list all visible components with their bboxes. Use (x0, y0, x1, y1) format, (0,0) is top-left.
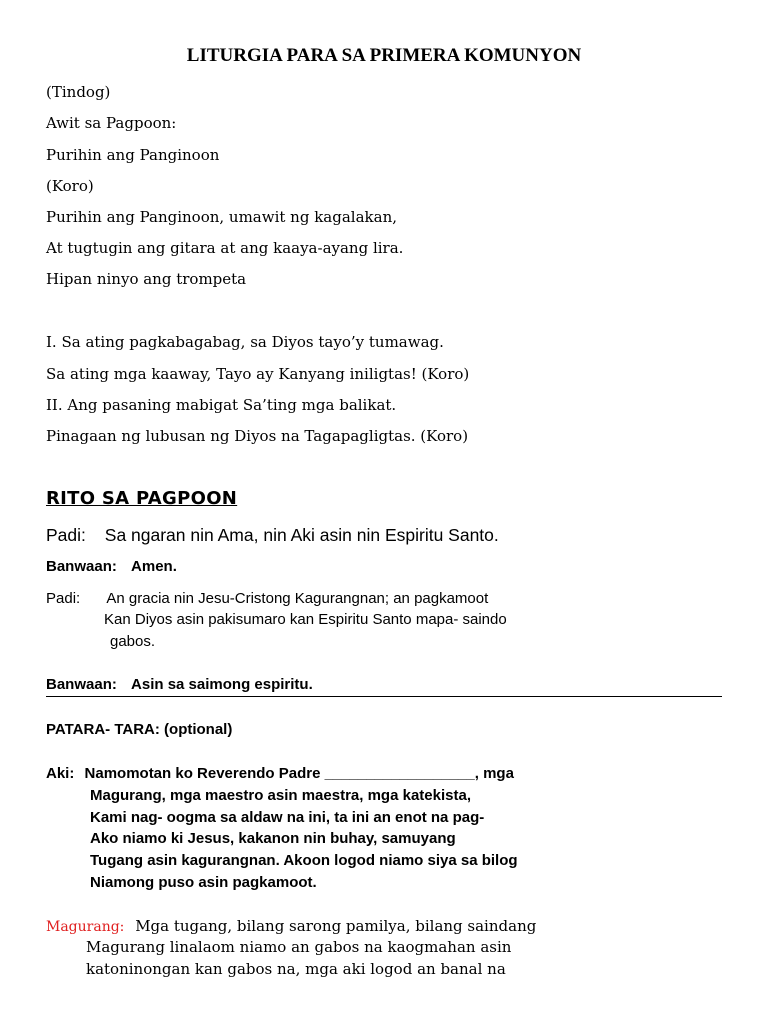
opening-line: Hipan ninyo ang trompeta (46, 270, 247, 288)
magurang-text: katoninongan kan gabos na, mga aki logod an banal na (86, 960, 506, 978)
aki-text: Kami nag- oogma sa aldaw na ini, ta ini an enot na pag- (90, 809, 485, 826)
verse-line: I. Sa ating pagkabagabag, sa Diyos tayo’y tumawag. (46, 333, 444, 351)
verse-line: Pinagaan ng lubusan ng Diyos na Tagapagligtas. (Koro) (46, 427, 469, 445)
section-heading-rito: RITO SA PAGPOON (46, 488, 238, 509)
banwaan-text: Asin sa saimong espiritu. (131, 676, 313, 693)
magurang-text: Magurang linalaom niamo an gabos na kaogmahan asin (86, 938, 512, 956)
opening-line: Awit sa Pagpoon: (46, 114, 177, 132)
magurang-text: Mga tugang, bilang sarong pamilya, bilang saindang (135, 917, 537, 935)
aki-text: Namomotan ko Reverendo Padre __________________, mga (84, 765, 514, 782)
opening-line: Purihin ang Panginoon, umawit ng kagalakan, (46, 208, 397, 226)
padi-text: gabos. (110, 633, 156, 650)
padi-text: An gracia nin Jesu-Cristong Kagurangnan; an pagkamoot (106, 590, 489, 607)
banwaan-label: Banwaan: (46, 676, 117, 693)
aki-line (46, 765, 514, 783)
banwaan-label: Banwaan: (46, 558, 117, 575)
horizontal-rule (46, 696, 722, 697)
opening-line: (Tindog) (46, 83, 111, 101)
opening-line: Purihin ang Panginoon (46, 146, 220, 164)
verse-line: II. Ang pasaning mabigat Sa’ting mga balikat. (46, 396, 397, 414)
section-heading-patara: PATARA- TARA: (optional) (46, 721, 233, 738)
aki-text: Niamong puso asin pagkamoot. (90, 874, 317, 891)
padi-line (46, 590, 488, 608)
banwaan-text: Amen. (131, 558, 177, 575)
padi-line (46, 525, 499, 545)
magurang-label: Magurang: (46, 919, 125, 935)
aki-label: Aki: (46, 765, 75, 782)
banwaan-line (46, 676, 313, 694)
padi-label: Padi: (46, 525, 86, 545)
padi-text: Sa ngaran nin Ama, nin Aki asin nin Espiritu Santo. (104, 525, 499, 545)
opening-line: (Koro) (46, 177, 94, 195)
magurang-line (46, 917, 536, 936)
aki-text: Ako niamo ki Jesus, kakanon nin buhay, samuyang (90, 830, 456, 847)
aki-text: Magurang, mga maestro asin maestra, mga katekista, (90, 787, 471, 804)
verse-line: Sa ating mga kaaway, Tayo ay Kanyang iniligtas! (Koro) (46, 365, 470, 383)
padi-text: Kan Diyos asin pakisumaro kan Espiritu Santo mapa- saindo (104, 611, 507, 628)
banwaan-line (46, 558, 177, 576)
padi-label: Padi: (46, 590, 81, 607)
aki-text: Tugang asin kagurangnan. Akoon logod niamo siya sa bilog (90, 852, 518, 869)
page-title: LITURGIA PARA SA PRIMERA KOMUNYON (186, 45, 582, 66)
opening-line: At tugtugin ang gitara at ang kaaya-ayang lira. (46, 239, 404, 257)
